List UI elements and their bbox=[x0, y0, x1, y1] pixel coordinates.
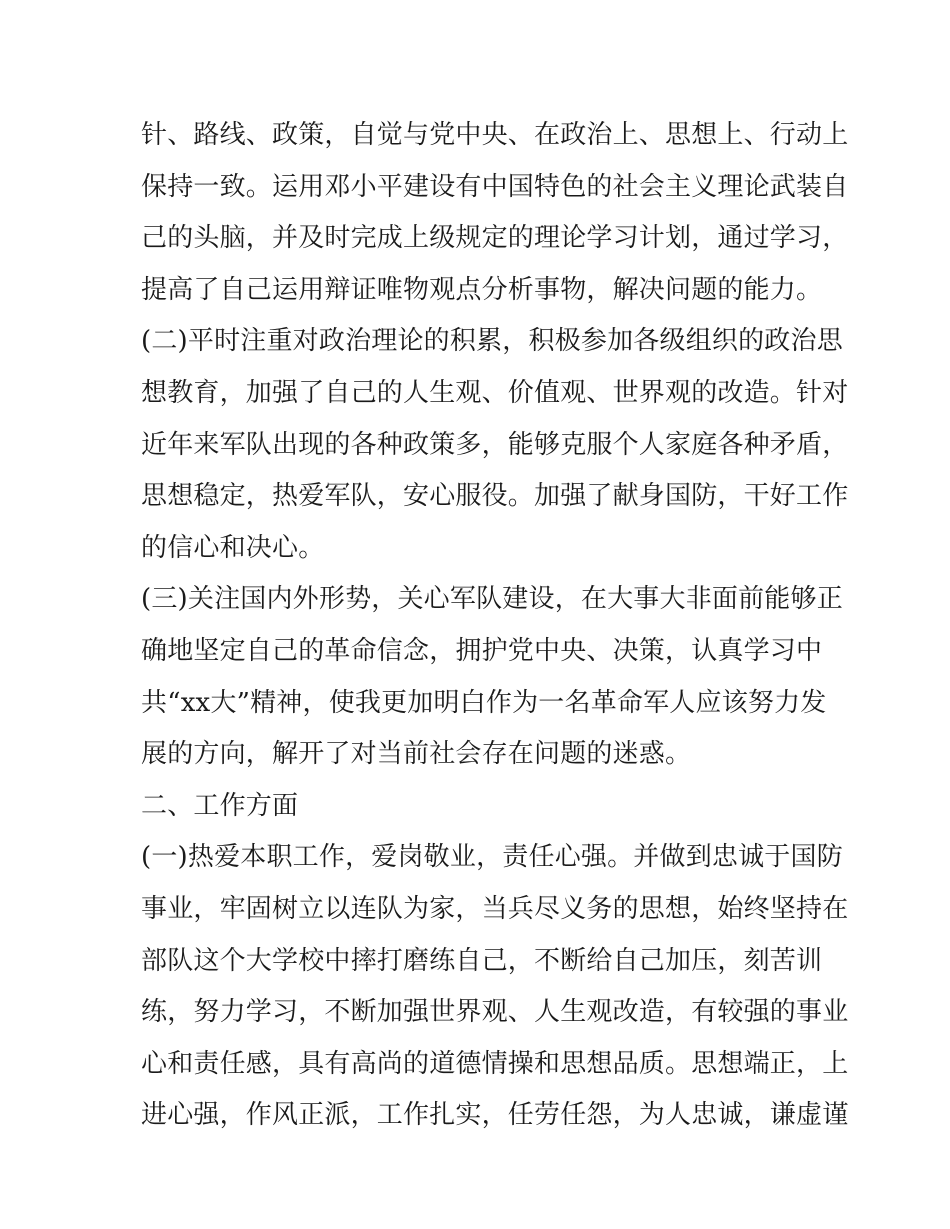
text-line: 思想稳定，热爱军队，安心服役。加强了献身国防，干好工作 bbox=[141, 481, 849, 512]
text-line: 的信心和决心。 bbox=[141, 532, 325, 563]
text-line: 保持一致。运用邓小平建设有中国特色的社会主义理论武装自 bbox=[141, 171, 849, 202]
text-line: 针、路线、政策，自觉与党中央、在政治上、思想上、行动上 bbox=[141, 120, 849, 150]
section-title-work: 二、工作方面 bbox=[141, 790, 299, 821]
text-line: 心和责任感，具有高尚的道德情操和思想品质。思想端正，上 bbox=[141, 1048, 849, 1079]
document-body bbox=[141, 110, 849, 1142]
text-line: 事业，牢固树立以连队为家，当兵尽义务的思想，始终坚持在 bbox=[141, 893, 849, 924]
section-heading-politics-2: (二)平时注重对政治理论的积累，积极参加各级组织的政治思 bbox=[141, 326, 843, 357]
text-line: 己的头脑，并及时完成上级规定的理论学习计划，通过学习， bbox=[141, 223, 849, 254]
text-line: 练，努力学习，不断加强世界观、人生观改造，有较强的事业 bbox=[141, 997, 849, 1028]
text-line: 近年来军队出现的各种政策多，能够克服个人家庭各种矛盾， bbox=[141, 429, 849, 460]
text-line: 提高了自己运用辩证唯物观点分析事物，解决问题的能力。 bbox=[141, 274, 823, 305]
text-line: 共“xx大”精神，使我更加明白作为一名革命军人应该努力发 bbox=[141, 687, 827, 718]
section-heading-work-1: (一)热爱本职工作，爱岗敬业，责任心强。并做到忠诚于国防 bbox=[141, 842, 843, 873]
text-line: 进心强，作风正派，工作扎实，任劳任怨，为人忠诚，谦虚谨 bbox=[141, 1100, 849, 1131]
text-line: 部队这个大学校中摔打磨练自己，不断给自己加压，刻苦训 bbox=[141, 945, 823, 976]
text-line: 确地坚定自己的革命信念，拥护党中央、决策，认真学习中 bbox=[141, 635, 823, 666]
text-line: 展的方向，解开了对当前社会存在问题的迷惑。 bbox=[141, 739, 692, 770]
text-line: 想教育，加强了自己的人生观、价值观、世界观的改造。针对 bbox=[141, 377, 849, 408]
section-heading-politics-3: (三)关注国内外形势，关心军队建设，在大事大非面前能够正 bbox=[141, 584, 843, 615]
